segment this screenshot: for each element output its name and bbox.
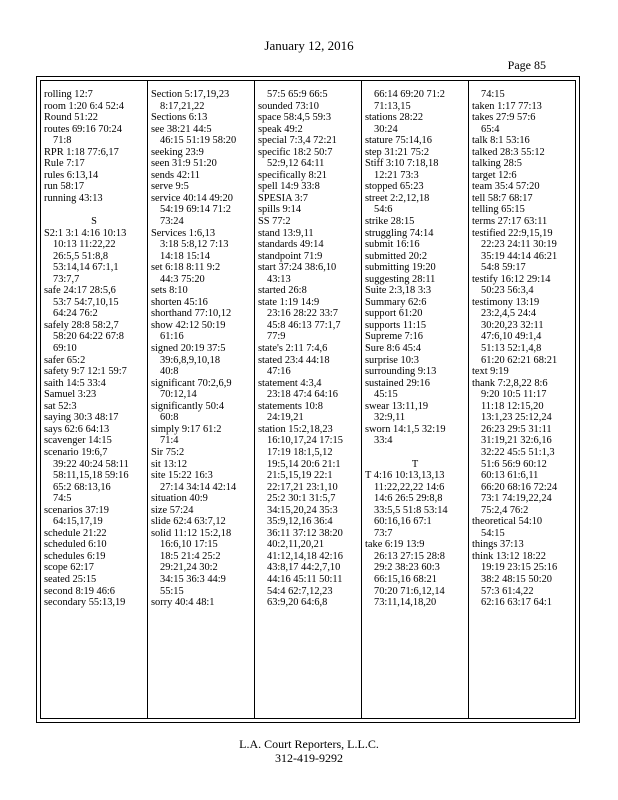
index-entry-line: 66:15,16 68:21 (374, 573, 437, 585)
index-entry-line: seeking 23:9 (151, 146, 204, 158)
index-entry-line: 40:2,11,20,21 (267, 539, 325, 551)
index-entry-line: 58:11,15,18 59:16 (53, 470, 129, 482)
index-entry-line: 70:12,14 (160, 389, 197, 401)
index-entry-line: 32:9,11 (374, 412, 406, 424)
index-entry-line: safer 65:2 (44, 354, 86, 366)
index-entry-line: 30:20,23 32:11 (481, 319, 544, 331)
index-entry-line: sends 42:11 (151, 169, 200, 181)
index-entry-line: submitted 20:2 (365, 250, 428, 262)
index-entry-line: 66:20 68:16 72:24 (481, 481, 558, 493)
index-entry-line: strike 28:15 (365, 216, 415, 228)
index-entry-line: significantly 50:4 (151, 400, 225, 412)
index-entry-line: 16:6,10 17:15 (160, 539, 218, 551)
index-entry-line: Round 51:22 (44, 112, 98, 124)
index-entry-line: talk 8:1 53:16 (472, 135, 530, 147)
index-entry-line: schedules 6:19 (44, 550, 106, 562)
index-entry-line: 69:10 (53, 343, 77, 355)
index-entry-line: 10:13 11:22,22 (53, 239, 116, 251)
index-column-2 (148, 81, 255, 718)
index-entry-line: sworn 14:1,5 32:19 (365, 423, 446, 435)
index-entry-line: situation 40:9 (151, 493, 208, 505)
index-entry-line: 21:5,15,19 22:1 (267, 470, 333, 482)
index-entry-line: 46:15 51:19 58:20 (160, 135, 237, 147)
index-entry-line: scenarios 37:19 (44, 504, 109, 516)
index-column-3 (255, 81, 362, 718)
index-entry-line: 23:16 28:22 33:7 (267, 308, 339, 320)
index-entry-line: 47:6,10 49:1,4 (481, 331, 542, 343)
index-entry-line: step 31:21 75:2 (365, 146, 430, 158)
index-entry-line: submitting 19:20 (365, 262, 436, 274)
index-entry-line: Stiff 3:10 7:18,18 (365, 158, 439, 170)
index-entry-line: Samuel 3:23 (44, 389, 97, 401)
index-entry-line: Supreme 7:16 (365, 331, 424, 343)
index-entry-line: scope 62:17 (44, 562, 94, 574)
index-entry-line: 64:15,17,19 (53, 516, 103, 528)
index-entry-line: specific 18:2 50:7 (258, 146, 333, 158)
index-entry-line: 12:21 73:3 (374, 169, 419, 181)
index-entry-line: 62:16 63:17 64:1 (481, 597, 553, 609)
index-entry-line: 14:18 15:14 (160, 250, 210, 262)
index-entry-line: site 15:22 16:3 (151, 470, 213, 482)
index-entry-line: simply 9:17 61:2 (151, 423, 222, 435)
index-entry-line: 30:24 (374, 123, 398, 135)
index-entry-line: 71:4 (160, 435, 179, 447)
index-entry-line: 29:2 38:23 60:3 (374, 562, 440, 574)
index-entry-line: thank 7:2,8,22 8:6 (472, 377, 548, 389)
index-entry-line: 60:16,16 67:1 (374, 516, 432, 528)
index-entry-line: 74:15 (481, 89, 505, 100)
index-entry-line: 43:13 (267, 273, 291, 285)
index-entry-line: sat 52:3 (44, 400, 77, 412)
index-entry-line: 73:7 (374, 527, 393, 539)
index-entry-line: 61:20 62:21 68:21 (481, 354, 558, 366)
index-entry-line: serve 9:5 (151, 181, 189, 193)
index-entry-line: 23:18 47:4 64:16 (267, 389, 339, 401)
index-entry-line: 60:13 61:6,11 (481, 470, 539, 482)
index-entry-line: running 43:13 (44, 192, 103, 204)
index-entry-line: 53:7 54:7,10,15 (53, 296, 119, 308)
index-entry-line: sustained 29:16 (365, 377, 430, 389)
index-entry-line: station 15:2,18,23 (258, 423, 333, 435)
index-entry-line: second 8:19 46:6 (44, 585, 115, 597)
index-entry-line: speak 49:2 (258, 123, 303, 135)
index-entry-line: 73:1 74:19,22,24 (481, 493, 552, 505)
index-entry-line: 11:22,22,22 14:6 (374, 481, 445, 493)
index-entry-line: safety 9:7 12:1 59:7 (44, 366, 127, 378)
index-entry-line: 44:16 45:11 50:11 (267, 573, 343, 585)
index-entry-line: 26:13 27:15 28:8 (374, 550, 446, 562)
index-entry-line: statements 10:8 (258, 400, 323, 412)
index-entry-line: 73:7,7 (53, 273, 80, 285)
index-entry-line: Services 1:6,13 (151, 227, 216, 239)
index-entry-line: 25:2 30:1 31:5,7 (267, 493, 336, 505)
index-entry-line: space 58:4,5 59:3 (258, 112, 332, 124)
index-entry-line: 77:9 (267, 331, 286, 343)
index-entry-line: team 35:4 57:20 (472, 181, 540, 193)
index-entry-line: specifically 8:21 (258, 169, 327, 181)
index-entry-line: shorthand 77:10,12 (151, 308, 232, 320)
index-entry-line: 11:18 12:15,20 (481, 400, 544, 412)
index-entry-line: 45:15 (374, 389, 398, 401)
index-entry-line: stations 28:22 (365, 112, 424, 124)
index-entry-line: Sure 8:6 45:4 (365, 343, 421, 355)
index-entry-line: telling 65:15 (472, 204, 525, 216)
index-entry-line: spills 9:14 (258, 204, 302, 216)
index-entry-line: theoretical 54:10 (472, 516, 543, 528)
index-entry-line: think 13:12 18:22 (472, 550, 546, 562)
index-entry-line: 36:11 37:12 38:20 (267, 527, 343, 539)
index-entry-line: 9:20 10:5 11:17 (481, 389, 547, 401)
index-entry-line: 71:13,15 (374, 100, 411, 112)
index-entry-line: signed 20:19 37:5 (151, 343, 226, 355)
index-entry-line: safe 24:17 28:5,6 (44, 285, 116, 297)
index-entry-line: safely 28:8 58:2,7 (44, 319, 119, 331)
index-frame (36, 76, 580, 723)
index-entry-line: surprise 10:3 (365, 354, 419, 366)
index-entry-line: seen 31:9 51:20 (151, 158, 217, 170)
index-entry-line: 43:8,17 44:2,7,10 (267, 562, 341, 574)
index-entry-line: 35:19 44:14 46:21 (481, 250, 558, 262)
index-entry-line: submit 16:16 (365, 239, 420, 251)
index-entry-line: special 7:3,4 72:21 (258, 135, 337, 147)
index-entry-line: text 9:19 (472, 366, 509, 378)
index-entry-line: 22:17,21 23:1,10 (267, 481, 338, 493)
index-entry-line: 65:4 (481, 123, 500, 135)
index-entry-line: Sir 75:2 (151, 446, 185, 458)
index-entry-line: secondary 55:13,19 (44, 597, 126, 609)
index-entry-line: 57:5 65:9 66:5 (267, 89, 328, 100)
blank-line (365, 447, 465, 459)
index-entry-line: 26:23 29:5 31:11 (481, 423, 552, 435)
index-entry-line: 3:18 5:8,12 7:13 (160, 239, 229, 251)
index-entry-line: target 12:6 (472, 169, 517, 181)
index-entry-line: swear 13:11,19 (365, 400, 429, 412)
index-entry-line: size 57:24 (151, 504, 194, 516)
index-entry-line: 47:16 (267, 366, 291, 378)
index-entry-line: stated 23:4 44:18 (258, 354, 330, 366)
footer-company: L.A. Court Reporters, L.L.C. (239, 737, 379, 751)
index-entry-line: scenario 19:6,7 (44, 446, 108, 458)
index-entry-line: 39:6,8,9,10,18 (160, 354, 221, 366)
index-entry-line: rules 6:13,14 (44, 169, 99, 181)
index-entry-line: 50:23 56:3,4 (481, 285, 534, 297)
index-entry-line: significant 70:2,6,9 (151, 377, 232, 389)
index-entry-line: testimony 13:19 (472, 296, 540, 308)
index-entry-line: 45:8 46:13 77:1,7 (267, 319, 341, 331)
index-entry-line: 27:14 34:14 42:14 (160, 481, 237, 493)
index-entry-line: 54:19 69:14 71:2 (160, 204, 232, 216)
index-entry-line: 22:23 24:11 30:19 (481, 239, 557, 251)
index-entry-line: 38:2 48:15 50:20 (481, 573, 553, 585)
index-entry-line: 35:9,12,16 36:4 (267, 516, 333, 528)
index-entry-line: testify 16:12 29:14 (472, 273, 551, 285)
index-entry-line: 55:15 (160, 585, 184, 597)
index-entry-line: set 6:18 8:11 9:2 (151, 262, 221, 274)
index-column-4 (362, 81, 469, 718)
index-entry-line: support 61:20 (365, 308, 423, 320)
index-entry-line: sets 8:10 (151, 285, 188, 297)
index-entry-line: 51:6 56:9 60:12 (481, 458, 547, 470)
index-entry-line: 34:15,20,24 35:3 (267, 504, 338, 516)
index-entry-line: talking 28:5 (472, 158, 522, 170)
index-entry-line: 17:19 18:1,5,12 (267, 446, 333, 458)
index-entry-line: taken 1:17 77:13 (472, 100, 542, 112)
index-entry-line: 33:4 (374, 435, 393, 447)
index-entry-line: standpoint 71:9 (258, 250, 323, 262)
index-entry-line: 18:5 21:4 25:2 (160, 550, 221, 562)
index-entry-line: 60:8 (160, 412, 179, 424)
index-entry-line: 58:20 64:22 67:8 (53, 331, 125, 343)
index-entry-line: 54:4 62:7,12,23 (267, 585, 333, 597)
header-date: January 12, 2016 (264, 38, 354, 53)
index-entry-line: 54:8 59:17 (481, 262, 526, 274)
index-entry-line: S2:1 3:1 4:16 10:13 (44, 227, 127, 239)
index-entry-line: 16:10,17,24 17:15 (267, 435, 343, 447)
index-entry-line: takes 27:9 57:6 (472, 112, 536, 124)
index-entry-line: 52:9,12 64:11 (267, 158, 325, 170)
index-entry-line: room 1:20 6:4 52:4 (44, 100, 124, 112)
index-entry-line: saith 14:5 33:4 (44, 377, 106, 389)
index-entry-line: state's 2:11 7:4,6 (258, 343, 328, 355)
index-entry-line: street 2:2,12,18 (365, 192, 430, 204)
index-entry-line: SPESIA 3:7 (258, 192, 308, 204)
index-columns (40, 80, 576, 719)
index-entry-line: 70:20 71:6,12,14 (374, 585, 445, 597)
index-entry-line: state 1:19 14:9 (258, 296, 320, 308)
index-entry-line: 40:8 (160, 366, 179, 378)
index-entry-line: scavenger 14:15 (44, 435, 112, 447)
index-entry-line: rolling 12:7 (44, 89, 93, 100)
index-entry-line: 14:6 26:5 29:8,8 (374, 493, 443, 505)
section-letter: T (411, 458, 419, 470)
index-entry-line: says 62:6 64:13 (44, 423, 110, 435)
index-entry-line: 44:3 75:20 (160, 273, 205, 285)
index-entry-line: schedule 21:22 (44, 527, 107, 539)
index-entry-line: take 6:19 13:9 (365, 539, 425, 551)
index-entry-line: 66:14 69:20 71:2 (374, 89, 446, 100)
index-entry-line: Summary 62:6 (365, 296, 427, 308)
index-entry-line: 75:2,4 76:2 (481, 504, 529, 516)
index-entry-line: 26:5,5 51:8,8 (53, 250, 109, 262)
index-entry-line: T 4:16 10:13,13,13 (365, 470, 445, 482)
index-entry-line: shorten 45:16 (151, 296, 208, 308)
index-entry-line: 61:16 (160, 331, 184, 343)
index-entry-line: stature 75:14,16 (365, 135, 432, 147)
index-entry-line: 73:11,14,18,20 (374, 597, 437, 609)
index-entry-line: 32:22 45:5 51:1,3 (481, 446, 555, 458)
index-entry-line: things 37:13 (472, 539, 524, 551)
index-entry-line: routes 69:16 70:24 (44, 123, 122, 135)
index-entry-line: see 38:21 44:5 (151, 123, 212, 135)
index-entry-line: sit 13:12 (151, 458, 188, 470)
index-entry-line: 51:13 52:1,4,8 (481, 343, 542, 355)
index-entry-line: talked 28:3 55:12 (472, 146, 545, 158)
index-entry-line: show 42:12 50:19 (151, 319, 226, 331)
index-entry-line: start 37:24 38:6,10 (258, 262, 337, 274)
index-entry-line: slide 62:4 63:7,12 (151, 516, 226, 528)
index-entry-line: stand 13:9,11 (258, 227, 314, 239)
index-entry-line: Suite 2:3,18 3:3 (365, 285, 432, 297)
index-entry-line: 23:2,4,5 24:4 (481, 308, 537, 320)
footer-phone: 312-419-9292 (275, 751, 343, 765)
index-column-1 (41, 81, 148, 718)
index-entry-line: RPR 1:18 77:6,17 (44, 146, 119, 158)
index-entry-line: spell 14:9 33:8 (258, 181, 320, 193)
index-entry-line: 19:5,14 20:6 21:1 (267, 458, 341, 470)
section-letter: S (91, 216, 97, 228)
index-entry-line: scheduled 6:10 (44, 539, 107, 551)
index-entry-line: surrounding 9:13 (365, 366, 437, 378)
index-entry-line: tell 58:7 68:17 (472, 192, 533, 204)
index-entry-line: solid 11:12 15:2,18 (151, 527, 232, 539)
index-entry-line: started 26:8 (258, 285, 307, 297)
index-entry-line: sounded 73:10 (258, 100, 319, 112)
index-entry-line: 64:24 76:2 (53, 308, 98, 320)
index-entry-line: 54:15 (481, 527, 505, 539)
index-entry-line: 74:5 (53, 493, 72, 505)
index-column-5 (469, 81, 575, 718)
index-entry-line: run 58:17 (44, 181, 85, 193)
index-entry-line: 34:15 36:3 44:9 (160, 573, 226, 585)
index-entry-line: 13:1,23 25:12,24 (481, 412, 552, 424)
index-entry-line: Section 5:17,19,23 (151, 89, 230, 100)
index-entry-line: saying 30:3 48:17 (44, 412, 119, 424)
index-entry-line: Rule 7:17 (44, 158, 85, 170)
index-entry-line: statement 4:3,4 (258, 377, 322, 389)
index-entry-line: standards 49:14 (258, 239, 324, 251)
index-entry-line: seated 25:15 (44, 573, 97, 585)
index-entry-line: testified 22:9,15,19 (472, 227, 553, 239)
index-entry-line: sorry 40:4 48:1 (151, 597, 215, 609)
index-entry-line: 71:8 (53, 135, 72, 147)
index-entry-line: 57:3 61:4,22 (481, 585, 534, 597)
index-entry-line: 41:12,14,18 42:16 (267, 550, 343, 562)
index-entry-line: 19:19 23:15 25:16 (481, 562, 558, 574)
index-entry-line: 39:22 40:24 58:11 (53, 458, 129, 470)
index-entry-line: 33:5,5 51:8 53:14 (374, 504, 448, 516)
index-entry-line: 63:9,20 64:6,8 (267, 597, 328, 609)
index-entry-line: struggling 74:14 (365, 227, 434, 239)
index-entry-line: service 40:14 49:20 (151, 192, 233, 204)
index-entry-line: terms 27:17 63:11 (472, 216, 548, 228)
index-entry-line: 24:19,21 (267, 412, 304, 424)
index-entry-line: 54:6 (374, 204, 393, 216)
index-entry-line: 53:14,14 67:1,1 (53, 262, 119, 274)
index-entry-line: SS 77:2 (258, 216, 291, 228)
page-number: Page 85 (507, 58, 546, 72)
index-entry-line: 31:19,21 32:6,16 (481, 435, 552, 447)
blank-line (44, 204, 144, 216)
index-entry-line: suggesting 28:11 (365, 273, 436, 285)
index-entry-line: 29:21,24 30:2 (160, 562, 218, 574)
index-entry-line: 8:17,21,22 (160, 100, 205, 112)
index-entry-line: supports 11:15 (365, 319, 427, 331)
index-entry-line: 65:2 68:13,16 (53, 481, 111, 493)
index-entry-line: Sections 6:13 (151, 112, 208, 124)
index-entry-line: stopped 65:23 (365, 181, 424, 193)
index-entry-line: 73:24 (160, 216, 184, 228)
